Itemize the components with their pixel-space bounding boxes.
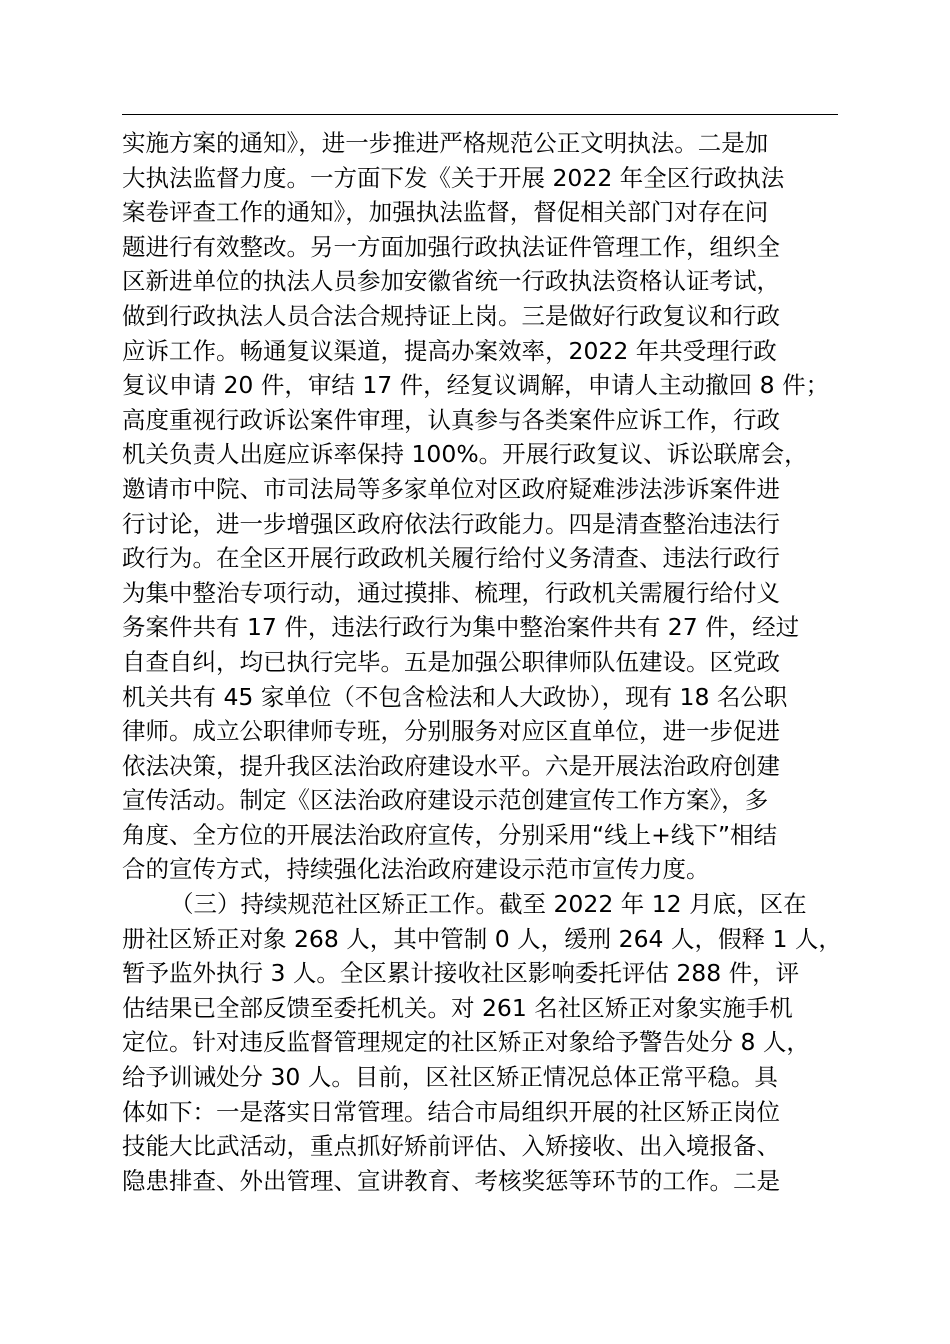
- text-line: 做到行政执法人员合法合规持证上岗。三是做好行政复议和行政: [122, 301, 780, 330]
- text-line: 暂予监外执行 3 人。全区累计接收社区影响委托评估 288 件，评: [122, 959, 800, 988]
- text-line: 给予训诫处分 30 人。目前，区社区矫正情况总体正常平稳。具: [122, 1063, 778, 1092]
- text-line: 机关共有 45 家单位（不包含检法和人大政协），现有 18 名公职: [122, 682, 788, 711]
- header-rule: [122, 114, 838, 115]
- text-line: 技能大比武活动，重点抓好矫前评估、入矫接收、出入境报备、: [122, 1132, 780, 1161]
- text-line: 区新进单位的执法人员参加安徽省统一行政执法资格认证考试，: [122, 267, 780, 296]
- text-line: 邀请市中院、市司法局等多家单位对区政府疑难涉法涉诉案件进: [122, 474, 780, 503]
- text-line: 实施方案的通知》，进一步推进严格规范公正文明执法。二是加: [122, 129, 769, 157]
- text-line: 律师。成立公职律师专班，分别服务对应区直单位，进一步促进: [122, 717, 780, 746]
- text-line: 大执法监督力度。一方面下发《关于开展 2022 年全区行政执法: [122, 163, 785, 192]
- text-line: 机关负责人出庭应诉率保持 100%。开展行政复议、诉讼联席会，: [122, 440, 808, 469]
- text-line: 合的宣传方式，持续强化法治政府建设示范市宣传力度。: [122, 855, 710, 884]
- text-line: 应诉工作。畅通复议渠道，提高办案效率，2022 年共受理行政: [122, 336, 777, 365]
- text-line: 宣传活动。制定《区法治政府建设示范创建宣传工作方案》，多: [122, 786, 769, 815]
- text-line: 册社区矫正对象 268 人，其中管制 0 人，缓刑 264 人，假释 1 人，: [122, 924, 842, 953]
- body-text: [122, 126, 842, 1198]
- text-line: 复议申请 20 件，审结 17 件，经复议调解，申请人主动撤回 8 件；: [122, 371, 830, 400]
- text-line: 政行为。在全区开展行政政机关履行给付义务清查、违法行政行: [122, 544, 780, 573]
- section-heading-line: （三）持续规范社区矫正工作。截至 2022 年 12 月底，区在: [170, 890, 807, 919]
- text-line: 依法决策，提升我区法治政府建设水平。六是开展法治政府创建: [122, 751, 780, 780]
- text-line: 自查自纠，均已执行完毕。五是加强公职律师队伍建设。区党政: [122, 647, 780, 676]
- text-line: 估结果已全部反馈至委托机关。对 261 名社区矫正对象实施手机: [122, 993, 793, 1022]
- text-line: 案卷评查工作的通知》，加强执法监督，督促相关部门对存在问: [122, 198, 769, 227]
- text-line: 定位。针对违反监督管理规定的社区矫正对象给予警告处分 8 人，: [122, 1028, 810, 1057]
- text-line: 题进行有效整改。另一方面加强行政执法证件管理工作，组织全: [122, 232, 780, 261]
- text-line: 高度重视行政诉讼案件审理，认真参与各类案件应诉工作，行政: [122, 405, 780, 434]
- text-line: 为集中整治专项行动，通过摸排、梳理，行政机关需履行给付义: [122, 578, 780, 607]
- text-line: 隐患排查、外出管理、宣讲教育、考核奖惩等环节的工作。二是: [122, 1166, 780, 1195]
- text-line: 务案件共有 17 件，违法行政行为集中整治案件共有 27 件，经过: [122, 613, 800, 642]
- text-line: 体如下：一是落实日常管理。结合市局组织开展的社区矫正岗位: [122, 1097, 780, 1126]
- text-line: 行讨论，进一步增强区政府依法行政能力。四是清查整治违法行: [122, 509, 780, 538]
- text-line: 角度、全方位的开展法治政府宣传，分别采用“线上+线下”相结: [122, 820, 778, 849]
